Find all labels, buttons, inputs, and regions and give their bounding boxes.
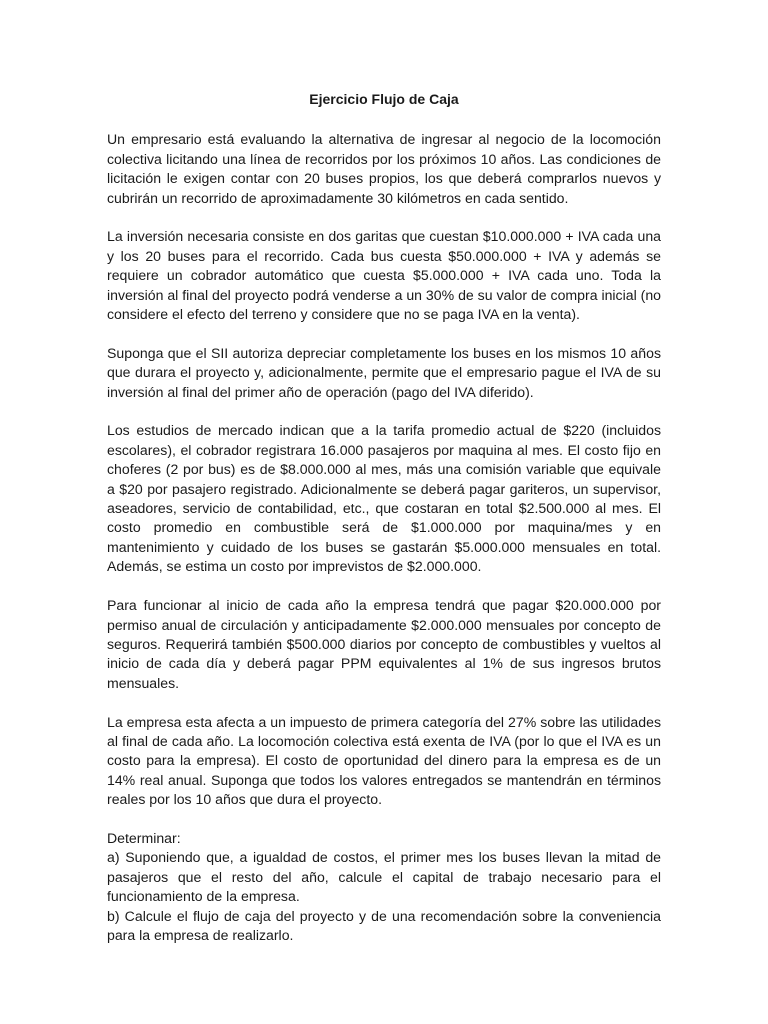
questions-section	[107, 829, 661, 945]
paragraph-investment: La inversión necesaria consiste en dos garitas que cuestan $10.000.000 + IVA cada una y los 20 buses para el recorrido. Cada bus cuesta $50.000.000 + IVA y además se requiere un cobrador automático que cuesta $5.000.000 + IVA cada uno. Toda la inversión al final del proyecto podrá venderse a un 30% de su valor de compra inicial (no considere el efecto del terreno y considere que no se paga IVA en la venta).	[107, 228, 661, 323]
paragraph-intro: Un empresario está evaluando la alternativa de ingresar al negocio de la locomoción colectiva licitando una línea de recorridos por los próximos 10 años. Las condiciones de licitación le exigen contar con 20 buses propios, los que deberá comprarlos nuevos y cubrirán un recorrido de aproximadamente 30 kilómetros en cada sentido.	[107, 131, 661, 206]
paragraph-depreciation: Suponga que el SII autoriza depreciar completamente los buses en los mismos 10 años que durara el proyecto y, adicionalmente, permite que el empresario pague el IVA de su inversión al final del primer año de operación (pago del IVA diferido).	[107, 344, 661, 400]
document-page	[107, 90, 661, 945]
question-a: a) Suponiendo que, a igualdad de costos, el primer mes los buses llevan la mitad de pasajeros que el resto del año, calcule el capital de trabajo necesario para el funcionamiento de la empresa.	[107, 849, 661, 905]
document-title: Ejercicio Flujo de Caja	[309, 91, 459, 107]
paragraph-operating-costs: Para funcionar al inicio de cada año la empresa tendrá que pagar $20.000.000 por permiso anual de circulación y anticipadamente $2.000.000 mensuales por concepto de seguros. Requerirá también $500.000 diarios por concepto de combustibles y vueltos al inicio de cada día y deberá pagar PPM equivalentes al 1% de sus ingresos brutos mensuales.	[107, 597, 661, 691]
paragraph-market-study: Los estudios de mercado indican que a la tarifa promedio actual de $220 (incluidos escolares), el cobrador registrara 16.000 pasajeros por maquina al mes. El costo fijo en choferes (2 por bus) es de $8.000.000 al mes, más una comisión variable que equivale a $20 por pasajero registrado. Adicionalmente se deberá pagar gariteros, un supervisor, aseadores, servicio de contabilidad, etc., que costaran en total $2.500.000 al mes. El costo promedio en combustible será de $1.000.000 por maquina/mes y en mantenimiento y cuidado de los buses se gastarán $5.000.000 mensuales en total. Además, se estima un costo por imprevistos de $2.000.000.	[107, 422, 661, 575]
paragraph-taxes: La empresa esta afecta a un impuesto de primera categoría del 27% sobre las utilidades al final de cada año. La locomoción colectiva está exenta de IVA (por lo que el IVA es un costo para la empresa). El costo de oportunidad del dinero para la empresa es de un 14% real anual. Suponga que todos los valores entregados se mantendrán en términos reales por los 10 años que dura el proyecto.	[107, 713, 661, 808]
questions-heading: Determinar:	[107, 829, 181, 846]
question-b: b) Calcule el flujo de caja del proyecto y de una recomendación sobre la conveniencia para la empresa de realizarlo.	[107, 907, 661, 943]
